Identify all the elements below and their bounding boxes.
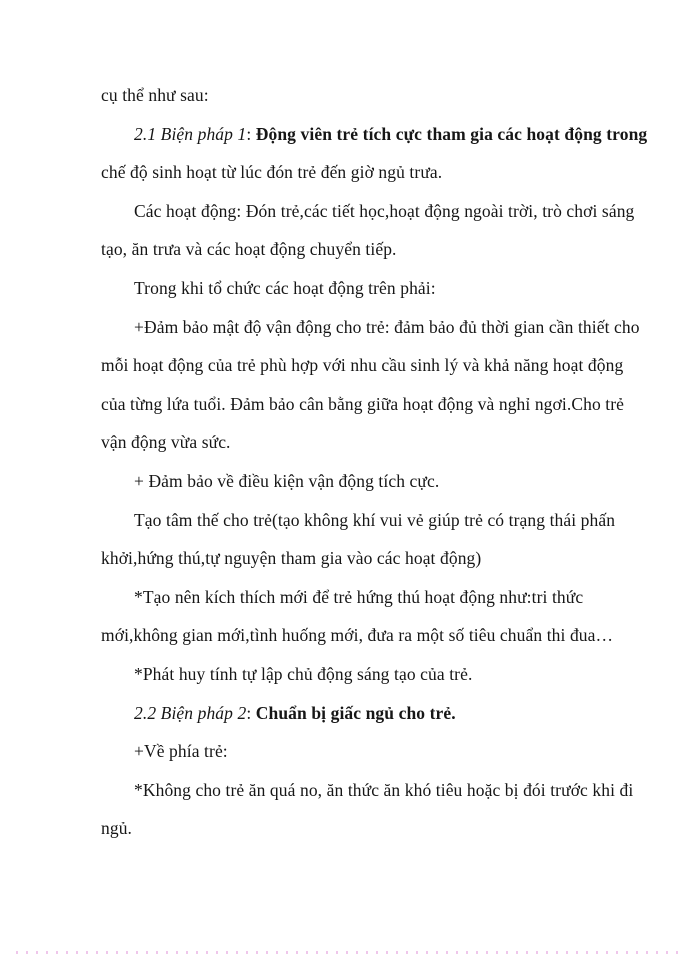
text-line	[101, 501, 645, 540]
text-line	[101, 462, 645, 501]
text-segment: tạo, ăn trưa và các hoạt động chuyển tiếp.	[101, 239, 397, 260]
text-line	[101, 809, 645, 848]
text-segment: ngủ.	[101, 818, 133, 839]
text-segment: *Không cho trẻ ăn quá no, ăn thức ăn khó tiêu hoặc bị đói trước khi đi	[134, 779, 634, 800]
text-segment: khởi,hứng thú,tự nguyện tham gia vào các hoạt động)	[101, 548, 482, 569]
text-segment: 2.1 Biện pháp 1	[134, 123, 247, 144]
text-segment: vận động vừa sức.	[101, 432, 231, 453]
text-segment: của từng lứa tuổi. Đảm bảo cân bằng giữa hoạt động và nghỉ ngơi.Cho trẻ	[101, 393, 625, 414]
text-line	[101, 385, 645, 424]
text-line	[101, 616, 645, 655]
text-line	[101, 732, 645, 771]
document-body	[0, 76, 700, 848]
text-line	[101, 423, 645, 462]
text-line	[101, 578, 645, 617]
text-segment: *Tạo nên kích thích mới để trẻ hứng thú hoạt động như:tri thức	[134, 586, 584, 607]
text-line	[101, 655, 645, 694]
text-segment: mỗi hoạt động của trẻ phù hợp với nhu cầu sinh lý và khả năng hoạt động	[101, 355, 624, 376]
text-line	[101, 192, 645, 231]
text-segment: Động viên trẻ tích cực tham gia các hoạt động trong	[255, 123, 648, 144]
text-line	[101, 153, 645, 192]
text-segment: +Về phía trẻ:	[134, 741, 228, 762]
text-segment: :	[246, 123, 256, 144]
text-segment: Các hoạt động: Đón trẻ,các tiết học,hoạt động ngoài trời, trò chơi sáng	[134, 200, 635, 221]
page-bottom-dotted-divider	[16, 951, 682, 954]
text-segment: mới,không gian mới,tình huống mới, đưa ra một số tiêu chuẩn thi đua…	[101, 625, 614, 646]
text-segment: Chuẩn bị giấc ngủ cho trẻ.	[255, 702, 456, 723]
text-segment: *Phát huy tính tự lập chủ động sáng tạo của trẻ.	[134, 663, 473, 684]
text-line	[101, 771, 645, 810]
text-line	[101, 115, 648, 154]
text-line	[101, 269, 645, 308]
text-line	[101, 308, 645, 347]
text-line	[101, 694, 645, 733]
text-line	[101, 346, 645, 385]
text-line	[101, 76, 645, 115]
text-segment: chế độ sinh hoạt từ lúc đón trẻ đến giờ ngủ trưa.	[101, 162, 443, 183]
text-line	[101, 230, 645, 269]
text-segment: :	[246, 702, 256, 723]
text-segment: Tạo tâm thế cho trẻ(tạo không khí vui vẻ giúp trẻ có trạng thái phấn	[134, 509, 616, 530]
text-segment: 2.2 Biện pháp 2	[134, 702, 247, 723]
text-segment: cụ thể như sau:	[101, 85, 209, 105]
text-line	[101, 539, 645, 578]
text-segment: +Đảm bảo mật độ vận động cho trẻ: đảm bảo đủ thời gian cần thiết cho	[134, 316, 640, 337]
text-segment: + Đảm bảo về điều kiện vận động tích cực.	[134, 470, 440, 491]
text-segment: Trong khi tổ chức các hoạt động trên phải:	[134, 277, 436, 298]
